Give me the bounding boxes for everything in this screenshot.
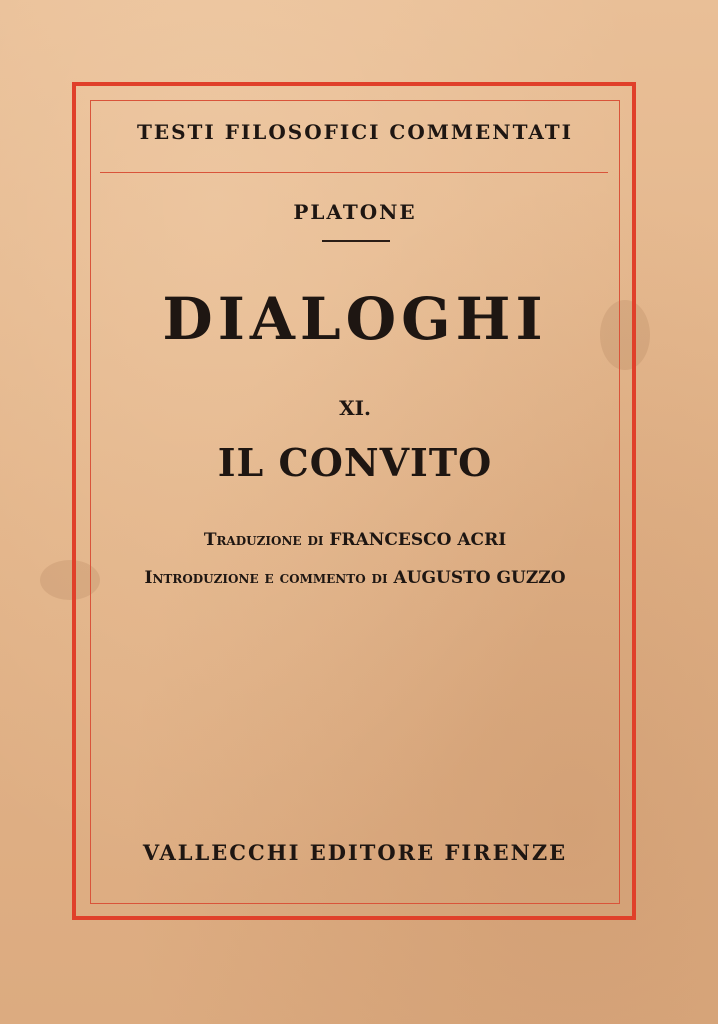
translator-name: FRANCESCO ACRI [329, 530, 507, 550]
book-title: DIALOGHI [162, 285, 548, 353]
publisher-imprint: VALLECCHI EDITORE FIRENZE [142, 840, 568, 865]
work-title: IL CONVITO [217, 440, 493, 485]
translation-credit [90, 530, 620, 550]
volume-number: XI. [339, 396, 371, 420]
author-name: PLATONE [293, 200, 417, 224]
series-title: TESTI FILOSOFICI COMMENTATI [136, 120, 574, 144]
series-divider [100, 172, 608, 173]
commentator-name: AUGUSTO GUZZO [393, 568, 566, 588]
translation-label: Traduzione di [203, 530, 324, 550]
introduction-credit [90, 568, 620, 588]
author-underline [322, 240, 390, 242]
introduction-label: Introduzione e commento di [144, 568, 388, 588]
